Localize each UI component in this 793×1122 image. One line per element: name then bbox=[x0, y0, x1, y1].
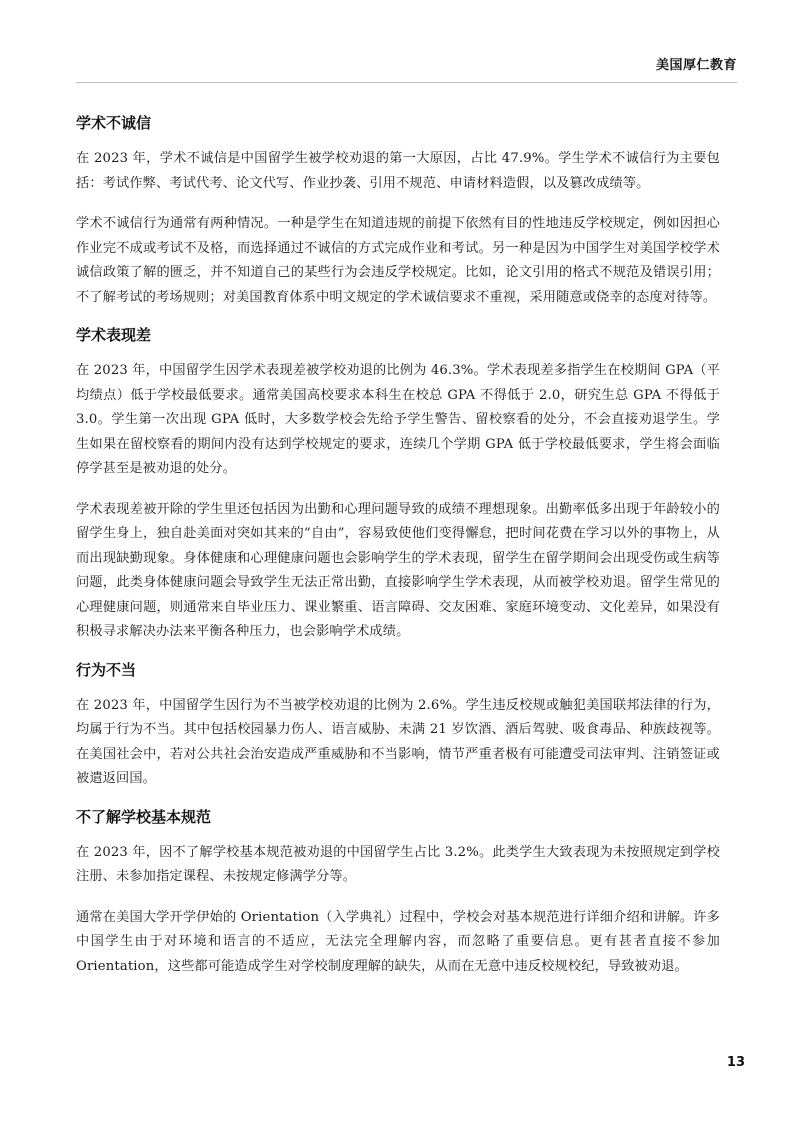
section-title: 学术表现差 bbox=[76, 326, 152, 344]
document-body bbox=[76, 112, 720, 993]
section-academic-dishonesty bbox=[76, 112, 720, 310]
paragraph: 在 2023 年，学术不诚信是中国留学生被学校劝退的第一大原因，占比 47.9%。学生学术不诚信行为主要包括：考试作弊、考试代考、论文代写、作业抄袭、引用不规范、申请材料造假，以及篡改成绩等。 bbox=[76, 151, 720, 191]
header-brand: 美国厚仁教育 bbox=[655, 58, 737, 73]
section-title: 不了解学校基本规范 bbox=[76, 807, 212, 826]
section-title: 行为不当 bbox=[76, 660, 137, 679]
paragraph: 学术不诚信行为通常有两种情况。一种是学生在知道违规的前提下依然有目的性地违反学校规定，例如因担心作业完不成或考试不及格，而选择通过不诚信的方式完成作业和考试。另一种是因为中国学生对美国学校学术诚信政策了解的匮乏，并不知道自己的某些行为会违反学校规定。比如，论文引用的格式不规范及错误引用；不了解考试的考场规则；对美国教育体系中明文规定的学术诚信要求不重视，采用随意或侥幸的态度对待等。 bbox=[76, 216, 720, 305]
section-title: 学术不诚信 bbox=[76, 114, 152, 132]
section-poor-academic-performance bbox=[76, 324, 720, 645]
section-school-rules bbox=[76, 806, 720, 980]
page-number: 13 bbox=[726, 1055, 745, 1070]
paragraph: 通常在美国大学开学伊始的 Orientation（入学典礼）过程中，学校会对基本规范进行详细介绍和讲解。许多中国学生由于对环境和语言的不适应，无法完全理解内容，而忽略了重要信息。更有甚者直接不参加 Orientation，这些都可能造成学生对学校制度理解的缺失，从而在无意中违反校规校纪，导致被劝退。 bbox=[76, 909, 720, 974]
section-misconduct bbox=[76, 659, 720, 792]
paragraph: 学术表现差被开除的学生里还包括因为出勤和心理问题导致的成绩不理想现象。出勤率低多出现于年龄较小的留学生身上，独自赴美面对突如其来的“自由”，容易致使他们变得懈怠，把时间花费在学习以外的事物上，从而出现缺勤现象。身体健康和心理健康问题也会影响学生的学术表现，留学生在留学期间会出现受伤或生病等问题，此类身体健康问题会导致学生无法正常出勤，直接影响学生学术表现，从而被学校劝退。留学生常见的心理健康问题，则通常来自毕业压力、课业繁重、语言障碍、交友困难、家庭环境变动、文化差异，如果没有积极寻求解决办法来平衡各种压力，也会影响学术成绩。 bbox=[76, 501, 720, 639]
page-header bbox=[76, 52, 737, 83]
paragraph: 在 2023 年，因不了解学校基本规范被劝退的中国留学生占比 3.2%。此类学生大致表现为未按照规定到学校注册、未参加指定课程、未按规定修满学分等。 bbox=[76, 844, 720, 884]
paragraph: 在 2023 年，中国留学生因学术表现差被学校劝退的比例为 46.3%。学术表现差多指学生在校期间 GPA（平均绩点）低于学校最低要求。通常美国高校要求本科生在校总 GPA 不得低于 2.0，研究生总 GPA 不得低于 3.0。学生第一次出现 GPA 低时，大多数学校会先给予学生警告、留校察看的处分，不会直接劝退学生。学生如果在留校察看的期间内没有达到学校规定的要求，连续几个学期 GPA 低于学校最低要求，学生将会面临停学甚至是被劝退的处分。 bbox=[76, 363, 720, 476]
paragraph: 在 2023 年，中国留学生因行为不当被学校劝退的比例为 2.6%。学生违反校规或触犯美国联邦法律的行为，均属于行为不当。其中包括校园暴力伤人、语言威胁、未满 21 岁饮酒、酒后驾驶、吸食毒品、种族歧视等。在美国社会中，若对公共社会治安造成严重威胁和不当影响，情节严重者极有可能遭受司法审判、注销签证或被遣返回国。 bbox=[76, 697, 720, 786]
